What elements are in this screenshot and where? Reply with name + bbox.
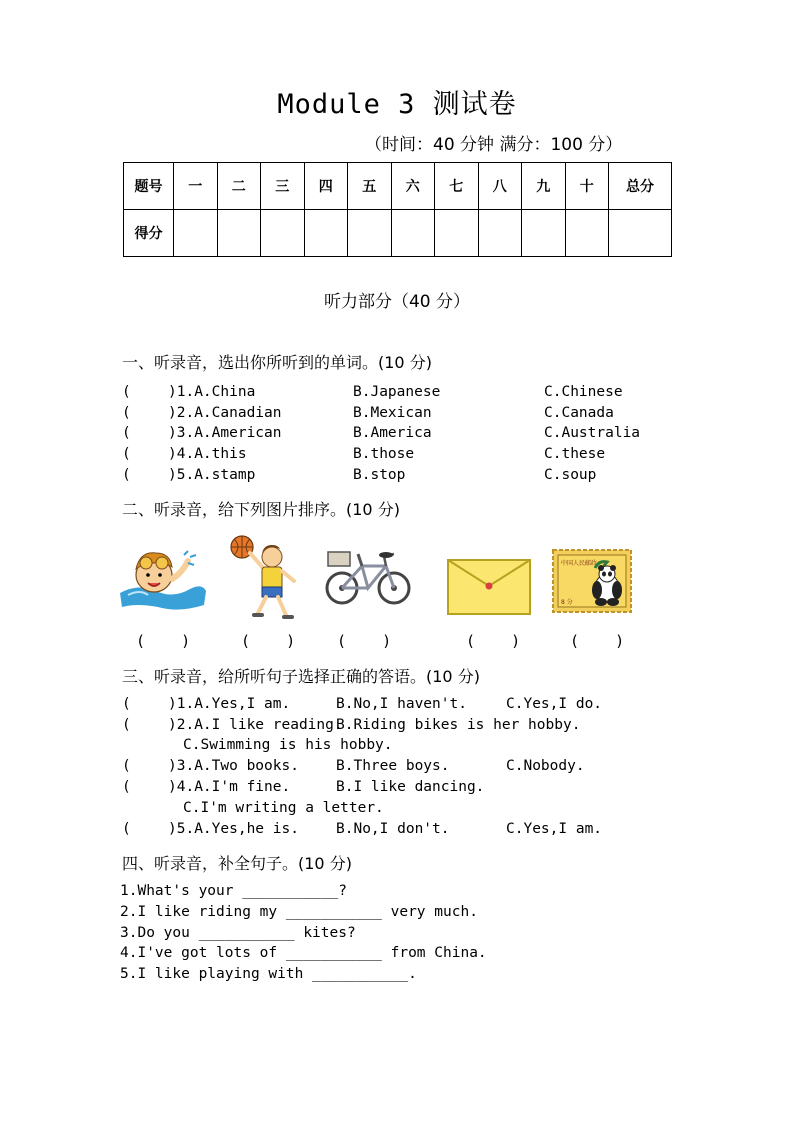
- q1-heading: 一、听录音，选出你所听到的单词。(10 分): [122, 353, 432, 372]
- fill-in-sentence[interactable]: 3.Do you ___________ kites?: [120, 925, 356, 941]
- q3-item-option-b: B.No,I don't.: [336, 821, 450, 837]
- score-input-cell[interactable]: [174, 210, 218, 257]
- bicycle-image: [322, 540, 414, 612]
- fill-in-sentence[interactable]: 2.I like riding my ___________ very much.: [120, 904, 478, 920]
- exam-time-score: （时间：40 分钟 满分：100 分）: [365, 135, 623, 155]
- score-table-cell: 七: [435, 163, 479, 210]
- q1-item-paren: (: [122, 425, 131, 441]
- q1-item-option-c: C.these: [544, 446, 606, 462]
- q3-item-paren: (: [122, 696, 131, 712]
- q1-item-paren: (: [122, 467, 131, 483]
- score-table-cell: 十: [565, 163, 609, 210]
- q3-item-option-b: B.Riding bikes is her hobby.: [336, 717, 581, 733]
- q1-item-option-a: )1.A.China: [168, 384, 256, 400]
- score-table-cell: 题号: [124, 163, 174, 210]
- score-input-cell[interactable]: [609, 210, 672, 257]
- q3-item-paren: (: [122, 821, 131, 837]
- q4-heading: 四、听录音，补全句子。(10 分): [122, 854, 352, 873]
- q3-item-option-c: C.Yes,I do.: [506, 696, 603, 712]
- q3-item-option-a: )4.A.I'm fine.: [168, 779, 291, 795]
- q3-item-option-a: )1.A.Yes,I am.: [168, 696, 291, 712]
- q1-item-option-b: B.America: [353, 425, 432, 441]
- q1-item-paren: (: [122, 446, 131, 462]
- score-input-cell[interactable]: [217, 210, 261, 257]
- q3-item-option-a: )2.A.I like reading.: [168, 717, 343, 733]
- score-table-cell: 五: [348, 163, 392, 210]
- score-table-header-row: [124, 163, 672, 210]
- envelope-image: [446, 558, 532, 616]
- q1-item-option-a: )4.A.this: [168, 446, 247, 462]
- fill-in-sentence[interactable]: 5.I like playing with ___________.: [120, 966, 417, 982]
- score-table-cell: 六: [391, 163, 435, 210]
- q3-item-paren: (: [122, 758, 131, 774]
- q3-item-option-b: B.Three boys.: [336, 758, 450, 774]
- q1-item-paren: (: [122, 384, 131, 400]
- stamp-text: 中国人民邮政: [561, 560, 598, 567]
- q1-item-paren: (: [122, 405, 131, 421]
- score-table-cell: 得分: [124, 210, 174, 257]
- score-table: [123, 162, 672, 257]
- score-input-cell[interactable]: [522, 210, 566, 257]
- score-input-cell[interactable]: [565, 210, 609, 257]
- picture-order-blank[interactable]: ( ): [337, 632, 392, 650]
- score-input-cell[interactable]: [478, 210, 522, 257]
- q3-heading: 三、听录音，给所听句子选择正确的答语。(10 分): [122, 667, 480, 686]
- section-heading-listening: 听力部分（40 分）: [323, 292, 471, 312]
- q1-item-option-a: )5.A.stamp: [168, 467, 256, 483]
- fill-in-sentence[interactable]: 4.I've got lots of ___________ from China.: [120, 945, 487, 961]
- score-table-score-row: [124, 210, 672, 257]
- q1-item-option-b: B.Japanese: [353, 384, 441, 400]
- q3-item-option-c: C.Nobody.: [506, 758, 585, 774]
- score-table-cell: 九: [522, 163, 566, 210]
- score-input-cell[interactable]: [391, 210, 435, 257]
- score-table-cell: 二: [217, 163, 261, 210]
- swimming-boy-image: [118, 533, 208, 617]
- page-title: Module 3 测试卷: [277, 89, 517, 120]
- q1-item-option-c: C.Australia: [544, 425, 641, 441]
- q3-item-option-c: C.Yes,I am.: [506, 821, 603, 837]
- score-input-cell[interactable]: [261, 210, 305, 257]
- q3-item-paren: (: [122, 779, 131, 795]
- q3-item-option-c: C.Swimming is his hobby.: [183, 737, 393, 753]
- picture-order-blank[interactable]: ( ): [466, 632, 521, 650]
- q1-item-option-c: C.Chinese: [544, 384, 623, 400]
- q3-item-option-c: C.I'm writing a letter.: [183, 800, 384, 816]
- stamp-value: 8 分: [561, 599, 573, 606]
- q1-item-option-b: B.Mexican: [353, 405, 432, 421]
- q1-item-option-a: )2.A.Canadian: [168, 405, 282, 421]
- q1-item-option-b: B.stop: [353, 467, 406, 483]
- q1-item-option-a: )3.A.American: [168, 425, 282, 441]
- q3-item-paren: (: [122, 717, 131, 733]
- score-table-cell: 一: [174, 163, 218, 210]
- q3-item-option-b: B.I like dancing.: [336, 779, 485, 795]
- picture-order-blank[interactable]: ( ): [241, 632, 296, 650]
- score-table-cell: 八: [478, 163, 522, 210]
- q3-item-option-b: B.No,I haven't.: [336, 696, 467, 712]
- q1-item-option-b: B.those: [353, 446, 415, 462]
- basketball-boy-image: [228, 533, 308, 623]
- score-table-cell: 三: [261, 163, 305, 210]
- q1-item-option-c: C.soup: [544, 467, 597, 483]
- q3-item-option-a: )5.A.Yes,he is.: [168, 821, 299, 837]
- picture-order-blank[interactable]: ( ): [136, 632, 191, 650]
- score-input-cell[interactable]: [435, 210, 479, 257]
- score-input-cell[interactable]: [348, 210, 392, 257]
- q1-item-option-c: C.Canada: [544, 405, 614, 421]
- q3-item-option-a: )3.A.Two books.: [168, 758, 299, 774]
- panda-stamp-image: [551, 548, 633, 614]
- score-table-cell: 总分: [609, 163, 672, 210]
- score-table-cell: 四: [304, 163, 348, 210]
- fill-in-sentence[interactable]: 1.What's your ___________?: [120, 883, 347, 899]
- q2-heading: 二、听录音，给下列图片排序。(10 分): [122, 500, 400, 519]
- score-input-cell[interactable]: [304, 210, 348, 257]
- picture-order-blank[interactable]: ( ): [570, 632, 625, 650]
